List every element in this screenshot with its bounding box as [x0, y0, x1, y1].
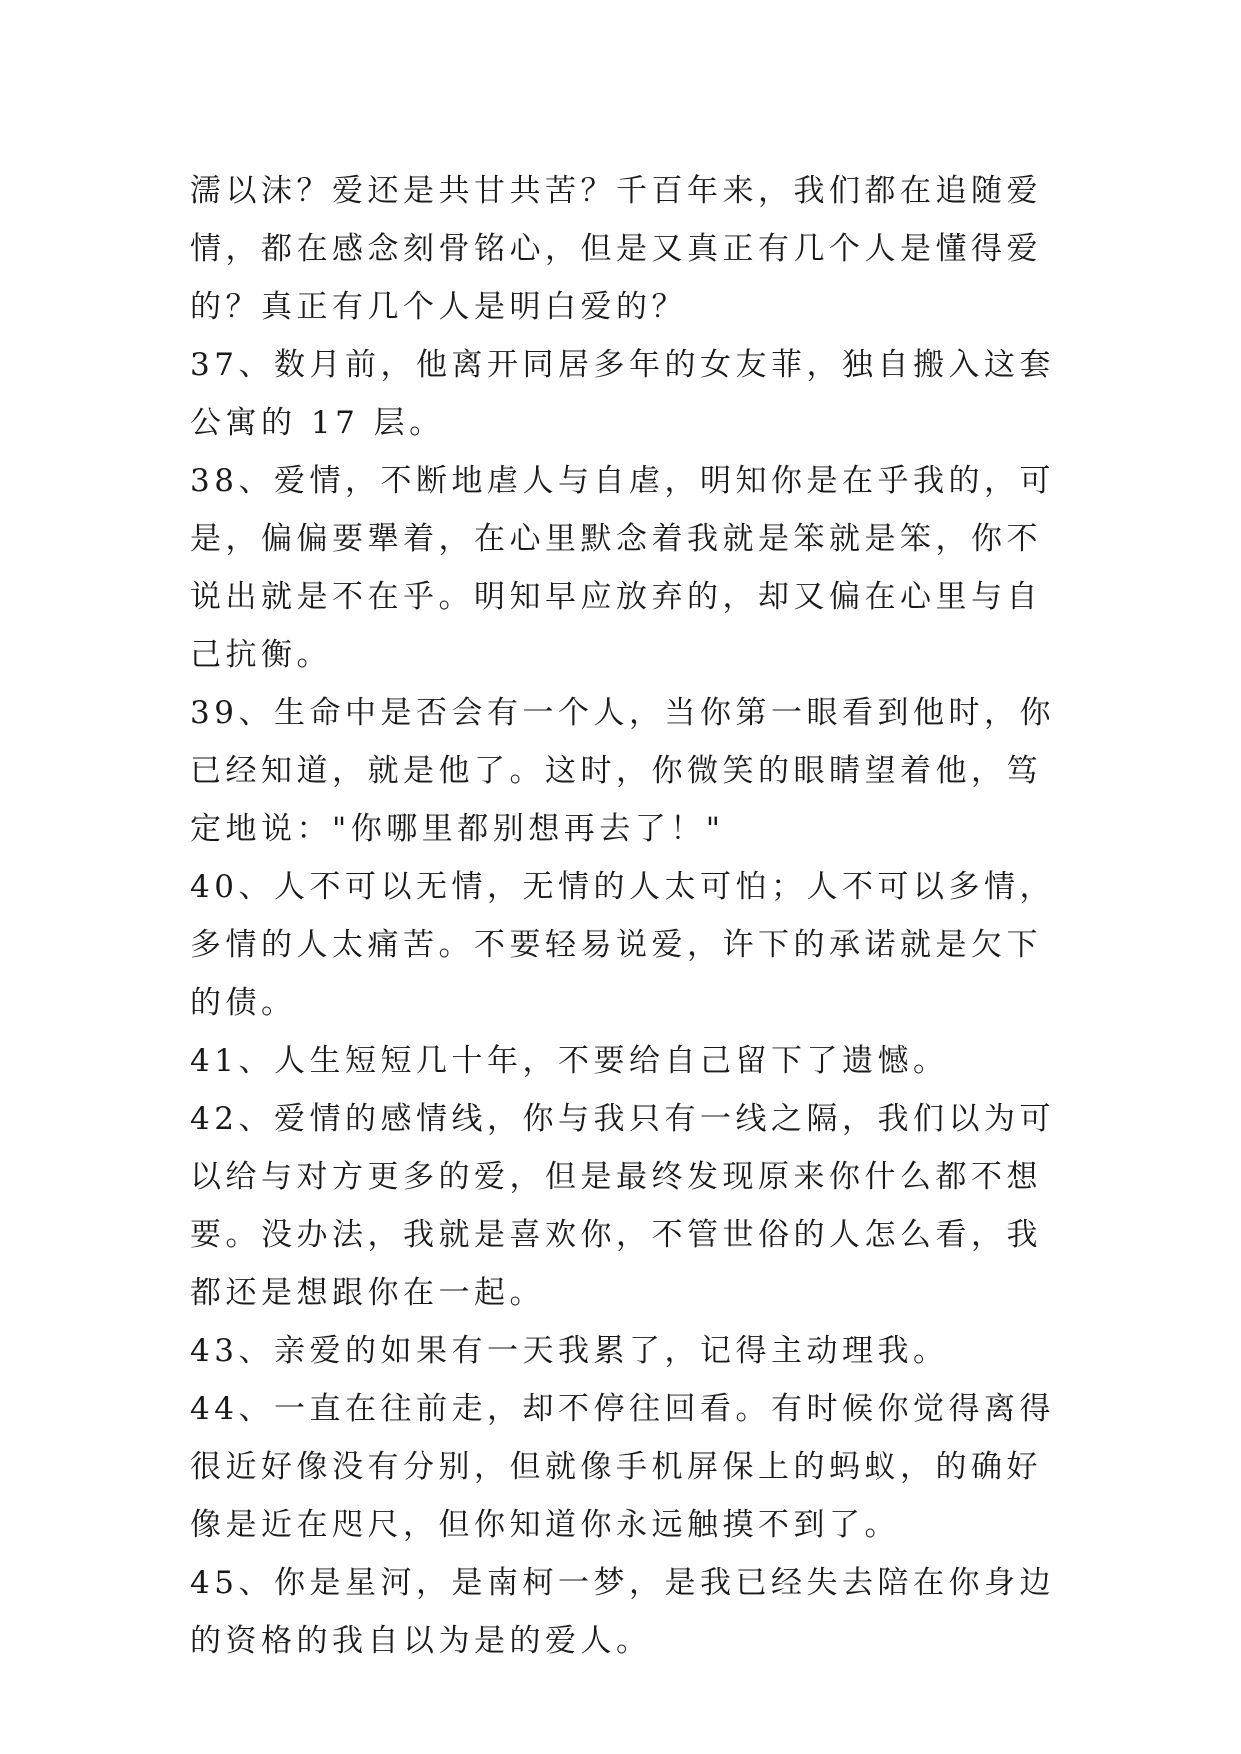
document-body: [190, 162, 1070, 1670]
paragraph-41: 41、人生短短几十年，不要给自己留下了遗憾。: [190, 1043, 949, 1079]
paragraph-38: 38、爱情，不断地虐人与自虐，明知你是在乎我的，可是，偏偏要犟着，在心里默念着我就是笨就是笨，你不说出就是不在乎。明知早应放弃的，却又偏在心里与自己抗衡。: [190, 463, 1055, 673]
paragraph-40: 40、人不可以无情，无情的人太可怕；人不可以多情，多情的人太痛苦。不要轻易说爱，许下的承诺就是欠下的债。: [190, 869, 1055, 1021]
paragraph-39: 39、生命中是否会有一个人，当你第一眼看到他时，你已经知道，就是他了。这时，你微笑的眼睛望着他，笃定地说："你哪里都别想再去了！": [190, 695, 1055, 847]
paragraph-continuation: 濡以沫？爱还是共甘共苦？千百年来，我们都在追随爱情，都在感念刻骨铭心，但是又真正有几个人是懂得爱的？真正有几个人是明白爱的？: [190, 173, 1042, 325]
paragraph-43: 43、亲爱的如果有一天我累了，记得主动理我。: [190, 1333, 949, 1369]
paragraph-44: 44、一直在往前走，却不停往回看。有时候你觉得离得很近好像没有分别，但就像手机屏保上的蚂蚁，的确好像是近在咫尺，但你知道你永远触摸不到了。: [190, 1391, 1055, 1543]
paragraph-42: 42、爱情的感情线，你与我只有一线之隔，我们以为可以给与对方更多的爱，但是最终发现原来你什么都不想要。没办法，我就是喜欢你，不管世俗的人怎么看，我都还是想跟你在一起。: [190, 1101, 1055, 1311]
paragraph-37: 37、数月前，他离开同居多年的女友菲，独自搬入这套公寓的 17 层。: [190, 347, 1055, 441]
paragraph-45: 45、你是星河，是南柯一梦，是我已经失去陪在你身边的资格的我自以为是的爱人。: [190, 1565, 1055, 1659]
